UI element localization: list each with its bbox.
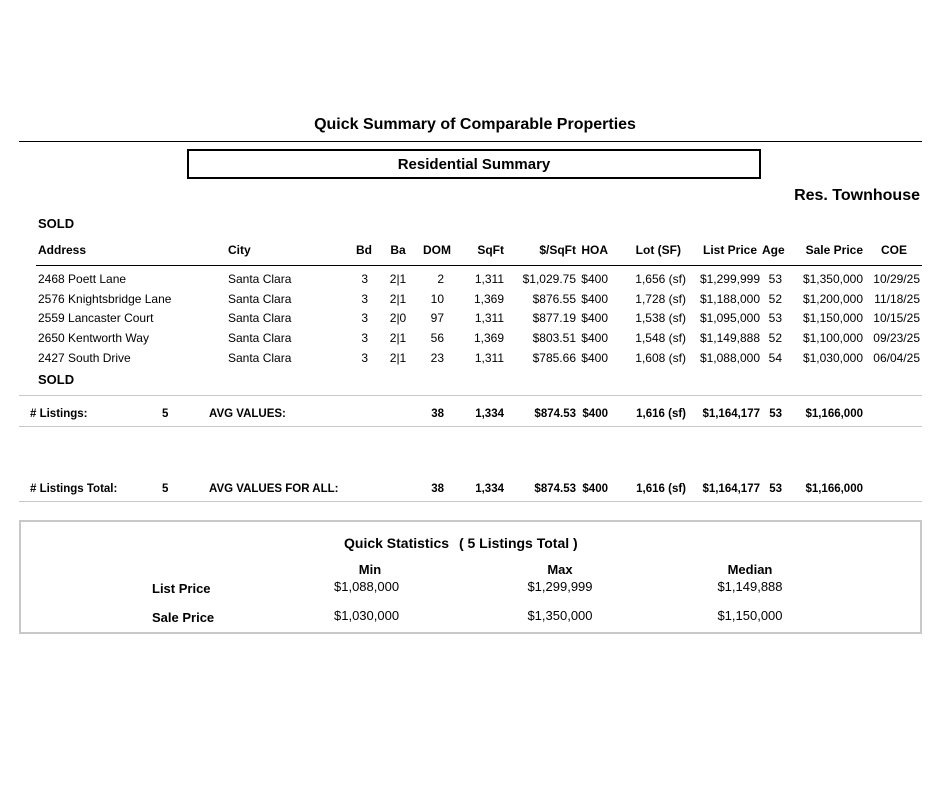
total-avg-hoa: $400: [582, 483, 608, 495]
cell-dom: 2: [437, 272, 444, 286]
summary-bottom-rule: [19, 426, 922, 427]
cell-ba: 2|1: [389, 272, 407, 286]
total-avg-sale-price: $1,166,000: [805, 483, 863, 495]
avg-age: 53: [769, 408, 782, 420]
avg-sale-price: $1,166,000: [805, 408, 863, 420]
cell-coe: 10/29/25: [873, 272, 920, 286]
cell-city: Santa Clara: [228, 311, 292, 326]
total-avg-sqft: 1,334: [475, 483, 504, 495]
col-bd: Bd: [356, 243, 372, 257]
cell-coe: 06/04/25: [873, 350, 920, 365]
cell-list-price: $1,095,000: [699, 311, 760, 326]
total-avg-lot: 1,616 (sf): [636, 483, 686, 495]
col-price-sqft: $/SqFt: [539, 243, 576, 257]
total-avg-age: 53: [769, 483, 782, 495]
col-ba: Ba: [390, 243, 406, 257]
cell-price-sqft: $1,029.75: [522, 272, 576, 286]
col-city: City: [228, 243, 251, 257]
cell-bd: 3: [361, 272, 368, 286]
col-age: Age: [762, 243, 785, 257]
total-bottom-rule: [19, 501, 922, 502]
sale-price-label: Sale Price: [152, 610, 215, 625]
avg-values-all-label: AVG VALUES FOR ALL:: [209, 483, 339, 495]
residential-summary-box: Residential Summary: [187, 149, 761, 179]
cell-lot: 1,728 (sf): [635, 291, 686, 306]
list-price-label: List Price: [152, 581, 211, 596]
cell-sale-price: $1,100,000: [802, 331, 863, 346]
col-list-price: List Price: [703, 243, 758, 257]
property-type: Res. Townhouse: [794, 187, 920, 204]
sale-price-median: $1,150,000: [717, 608, 783, 623]
cell-bd: 3: [361, 291, 368, 306]
cell-bd: 3: [361, 311, 368, 326]
cell-lot: 1,538 (sf): [635, 311, 686, 326]
listings-total-count: 5: [162, 483, 169, 495]
cell-coe: 11/18/25: [874, 291, 920, 306]
cell-bd: 3: [361, 331, 368, 346]
cell-dom: 10: [430, 291, 444, 306]
cell-age: 52: [768, 291, 782, 306]
avg-hoa: $400: [582, 408, 608, 420]
avg-lot: 1,616 (sf): [636, 408, 686, 420]
total-avg-dom: 38: [431, 483, 444, 495]
col-sale-price: Sale Price: [805, 243, 863, 257]
cell-ba: 2|1: [389, 331, 407, 346]
listings-total-label: # Listings Total:: [30, 483, 118, 495]
cell-address: 2468 Poett Lane: [38, 272, 127, 286]
list-price-max: $1,299,999: [527, 579, 593, 594]
cell-hoa: $400: [581, 311, 608, 326]
avg-values-label: AVG VALUES:: [209, 408, 286, 420]
avg-dom: 38: [431, 408, 444, 420]
cell-price-sqft: $803.51: [532, 331, 576, 346]
stats-col-median: Median: [727, 562, 773, 577]
cell-address: 2427 South Drive: [38, 350, 131, 365]
list-price-median: $1,149,888: [717, 579, 783, 594]
cell-sqft: 1,369: [473, 331, 504, 346]
list-price-min: $1,088,000: [334, 579, 400, 594]
cell-price-sqft: $876.55: [532, 291, 576, 306]
col-address: Address: [38, 243, 87, 257]
col-coe: COE: [881, 243, 908, 257]
cell-hoa: $400: [581, 350, 608, 365]
cell-sale-price: $1,150,000: [802, 311, 863, 326]
cell-lot: 1,548 (sf): [635, 331, 686, 346]
cell-address: 2559 Lancaster Court: [38, 311, 154, 326]
cell-price-sqft: $877.19: [532, 311, 576, 326]
cell-age: 54: [768, 350, 782, 365]
cell-hoa: $400: [581, 291, 608, 306]
avg-sqft: 1,334: [475, 408, 504, 420]
summary-top-rule: [19, 395, 922, 396]
cell-address: 2650 Kentworth Way: [38, 331, 149, 346]
quick-stats-title: [344, 535, 578, 551]
cell-city: Santa Clara: [228, 291, 292, 306]
cell-age: 53: [768, 311, 782, 326]
avg-price-sqft: $874.53: [534, 408, 576, 420]
cell-ba: 2|1: [389, 350, 407, 365]
total-avg-list-price: $1,164,177: [702, 483, 760, 495]
cell-age: 53: [768, 272, 782, 286]
cell-coe: 09/23/25: [873, 331, 920, 346]
total-avg-price-sqft: $874.53: [534, 483, 576, 495]
cell-lot: 1,656 (sf): [635, 272, 686, 286]
cell-sale-price: $1,200,000: [802, 291, 863, 306]
cell-hoa: $400: [581, 331, 608, 346]
cell-sale-price: $1,030,000: [802, 350, 863, 365]
col-sqft: SqFt: [477, 243, 504, 257]
cell-ba: 2|1: [389, 291, 407, 306]
cell-sqft: 1,311: [474, 272, 504, 286]
sold-label-bottom: SOLD: [38, 372, 75, 387]
cell-bd: 3: [361, 350, 368, 365]
cell-address: 2576 Knightsbridge Lane: [38, 291, 172, 306]
listings-label: # Listings:: [30, 408, 88, 420]
quick-stats-title-text: Quick Statistics: [344, 535, 450, 551]
cell-age: 52: [768, 331, 782, 346]
sold-label-top: SOLD: [38, 216, 75, 231]
cell-sale-price: $1,350,000: [802, 272, 863, 286]
cell-list-price: $1,088,000: [699, 350, 760, 365]
cell-sqft: 1,311: [474, 311, 504, 326]
cell-price-sqft: $785.66: [532, 350, 576, 365]
cell-dom: 56: [430, 331, 444, 346]
cell-hoa: $400: [581, 272, 608, 286]
report-title: Quick Summary of Comparable Properties: [314, 116, 636, 133]
cell-city: Santa Clara: [228, 331, 292, 346]
cell-dom: 23: [430, 350, 444, 365]
stats-col-max: Max: [547, 562, 573, 577]
listings-count: 5: [162, 408, 169, 420]
col-hoa: HOA: [581, 243, 608, 257]
avg-list-price: $1,164,177: [702, 408, 760, 420]
cell-list-price: $1,188,000: [699, 291, 760, 306]
cell-lot: 1,608 (sf): [635, 350, 686, 365]
col-lot: Lot (SF): [635, 243, 681, 257]
sale-price-min: $1,030,000: [334, 608, 400, 623]
cell-sqft: 1,311: [474, 350, 504, 365]
cell-dom: 97: [430, 311, 444, 326]
col-dom: DOM: [423, 243, 451, 257]
cell-city: Santa Clara: [228, 272, 292, 286]
cell-city: Santa Clara: [228, 350, 292, 365]
cell-list-price: $1,299,999: [699, 272, 760, 286]
cell-ba: 2|0: [389, 311, 407, 326]
cell-list-price: $1,149,888: [699, 331, 760, 346]
quick-stats-total-note: ( 5 Listings Total ): [458, 535, 578, 551]
cell-coe: 10/15/25: [873, 311, 920, 326]
stats-col-min: Min: [358, 562, 382, 577]
title-rule: [19, 141, 922, 142]
sale-price-max: $1,350,000: [527, 608, 593, 623]
header-rule: [36, 265, 922, 266]
cell-sqft: 1,369: [473, 291, 504, 306]
